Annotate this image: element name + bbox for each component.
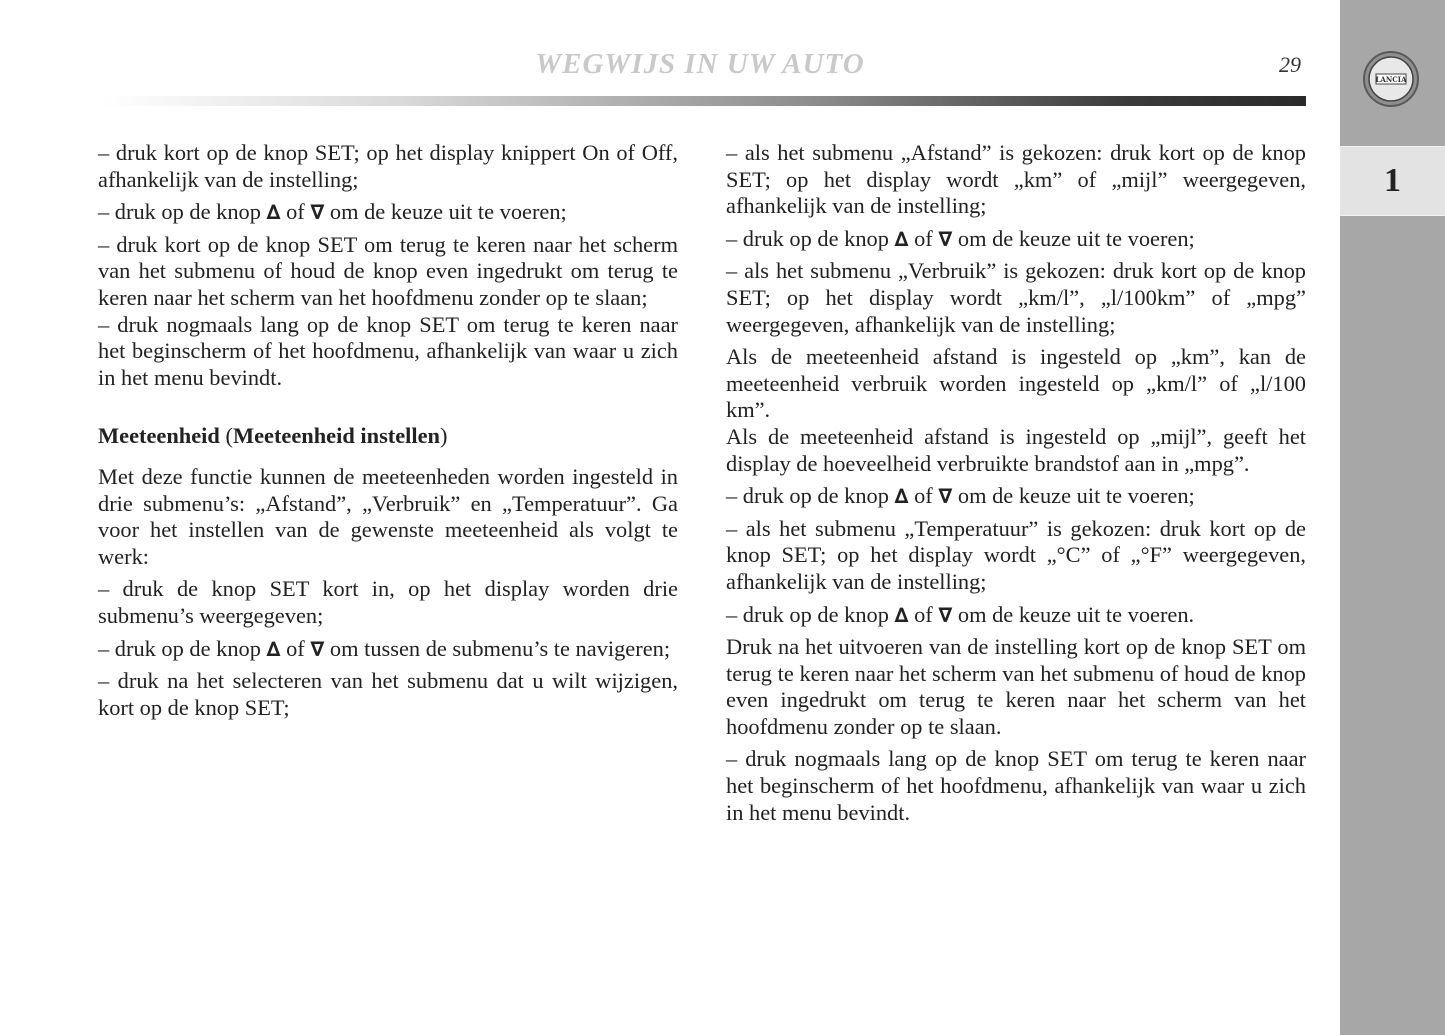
right-paragraph-10: – druk nogmaals lang op de knop SET om terug te keren naar het beginscherm of het hoofdmenu, afhankelijk van waar u zich in het menu bevindt. bbox=[726, 746, 1306, 825]
left-paragraph-6: – druk de knop SET kort in, op het display worden drie submenu’s weergegeven; bbox=[98, 576, 678, 628]
section-heading bbox=[98, 423, 678, 450]
text-run: om de keuze uit te voeren; bbox=[329, 199, 567, 225]
right-paragraph-7: – als het submenu „Temperatuur” is gekozen: druk kort op de knop SET; op het display wordt „°C” of „°F” weergegeven, afhankelijk van de instelling; bbox=[726, 515, 1306, 594]
right-paragraph-9: Druk na het uitvoeren van de instelling kort op de knop SET om terug te keren naar het scherm van het submenu of houd de knop even ingedrukt om terug te keren naar het scherm van het hoofdmenu zonder op te slaan. bbox=[726, 634, 1306, 739]
left-column bbox=[98, 140, 678, 727]
text-run: om de keuze uit te voeren. bbox=[957, 601, 1195, 627]
text-run: – druk op de knop bbox=[726, 601, 889, 627]
up-arrow-icon: ∆ bbox=[266, 200, 281, 225]
down-arrow-icon: ∇ bbox=[938, 602, 953, 627]
text-run: – druk op de knop bbox=[98, 199, 261, 225]
right-paragraph-1: – als het submenu „Afstand” is gekozen: druk kort op de knop SET; op het display wordt „km” of „mijl” weergegeven, afhankelijk van de instelling; bbox=[726, 140, 1306, 219]
right-paragraph-4: Als de meeteenheid afstand is ingesteld op „km”, kan de meeteenheid verbruik worden ingesteld op „km/l” of „l/100 km”. bbox=[726, 344, 1306, 423]
text-run: of bbox=[914, 483, 933, 509]
left-paragraph-1: – druk kort op de knop SET; op het display knippert On of Off, afhankelijk van de instelling; bbox=[98, 140, 678, 192]
left-paragraph-2 bbox=[98, 199, 678, 226]
heading-paren: ( bbox=[225, 423, 233, 449]
right-paragraph-3: – als het submenu „Verbruik” is gekozen: druk kort op de knop SET; op het display wordt „km/l”, „l/100km” of „mpg” weergegeven, afhankelijk van de instelling; bbox=[726, 258, 1306, 337]
text-run: – druk op de knop bbox=[726, 483, 889, 509]
text-run: of bbox=[914, 225, 933, 251]
text-run: – druk op de knop bbox=[98, 635, 261, 661]
left-paragraph-8: – druk na het selecteren van het submenu dat u wilt wijzigen, kort op de knop SET; bbox=[98, 668, 678, 720]
up-arrow-icon: ∆ bbox=[266, 636, 281, 661]
right-paragraph-5: Als de meeteenheid afstand is ingesteld op „mijl”, geeft het display de hoeveelheid verbruikte brandstof aan in „mpg”. bbox=[726, 423, 1306, 476]
up-arrow-icon: ∆ bbox=[894, 226, 909, 251]
heading-sub: Meeteenheid instellen bbox=[232, 423, 441, 449]
text-run: om de keuze uit te voeren; bbox=[957, 483, 1195, 509]
left-paragraph-7 bbox=[98, 636, 678, 663]
logo-text: LANCIA bbox=[1375, 75, 1407, 84]
left-paragraph-4: – druk nogmaals lang op de knop SET om terug te keren naar het beginscherm of het hoofdmenu, afhankelijk van waar u zich in het menu bevindt. bbox=[98, 311, 678, 390]
up-arrow-icon: ∆ bbox=[894, 602, 909, 627]
right-column bbox=[726, 140, 1306, 832]
down-arrow-icon: ∇ bbox=[938, 484, 953, 509]
heading-paren: ) bbox=[440, 423, 448, 449]
page-header-title: WEGWIJS IN UW AUTO bbox=[535, 48, 865, 80]
left-paragraph-5: Met deze functie kunnen de meeteenheden worden ingesteld in drie submenu’s: „Afstand”, „Verbruik” en „Temperatuur”. Ga voor het instellen van de gewenste meeteenheid als volgt te werk: bbox=[98, 463, 678, 569]
right-paragraph-2 bbox=[726, 226, 1306, 253]
down-arrow-icon: ∇ bbox=[310, 200, 325, 225]
heading-main: Meeteenheid bbox=[98, 423, 220, 449]
text-run: om de keuze uit te voeren; bbox=[957, 225, 1195, 251]
right-paragraph-8 bbox=[726, 602, 1306, 629]
page-number: 29 bbox=[1279, 52, 1301, 77]
right-paragraph-6 bbox=[726, 483, 1306, 510]
up-arrow-icon: ∆ bbox=[894, 484, 909, 509]
left-paragraph-3: – druk kort op de knop SET om terug te keren naar het scherm van het submenu of houd de knop even ingedrukt om terug te keren naar het scherm van het hoofdmenu zonder op te slaan; bbox=[98, 231, 678, 310]
text-run: of bbox=[286, 635, 305, 661]
text-run: – druk op de knop bbox=[726, 225, 889, 251]
text-run: om tussen de submenu’s te navigeren; bbox=[329, 635, 671, 661]
chapter-number: 1 bbox=[1340, 146, 1445, 216]
down-arrow-icon: ∇ bbox=[310, 636, 325, 661]
down-arrow-icon: ∇ bbox=[938, 226, 953, 251]
header-gradient-rule bbox=[100, 96, 1306, 106]
text-run: of bbox=[914, 601, 933, 627]
text-run: of bbox=[286, 199, 305, 225]
lancia-logo-icon bbox=[1362, 50, 1420, 108]
